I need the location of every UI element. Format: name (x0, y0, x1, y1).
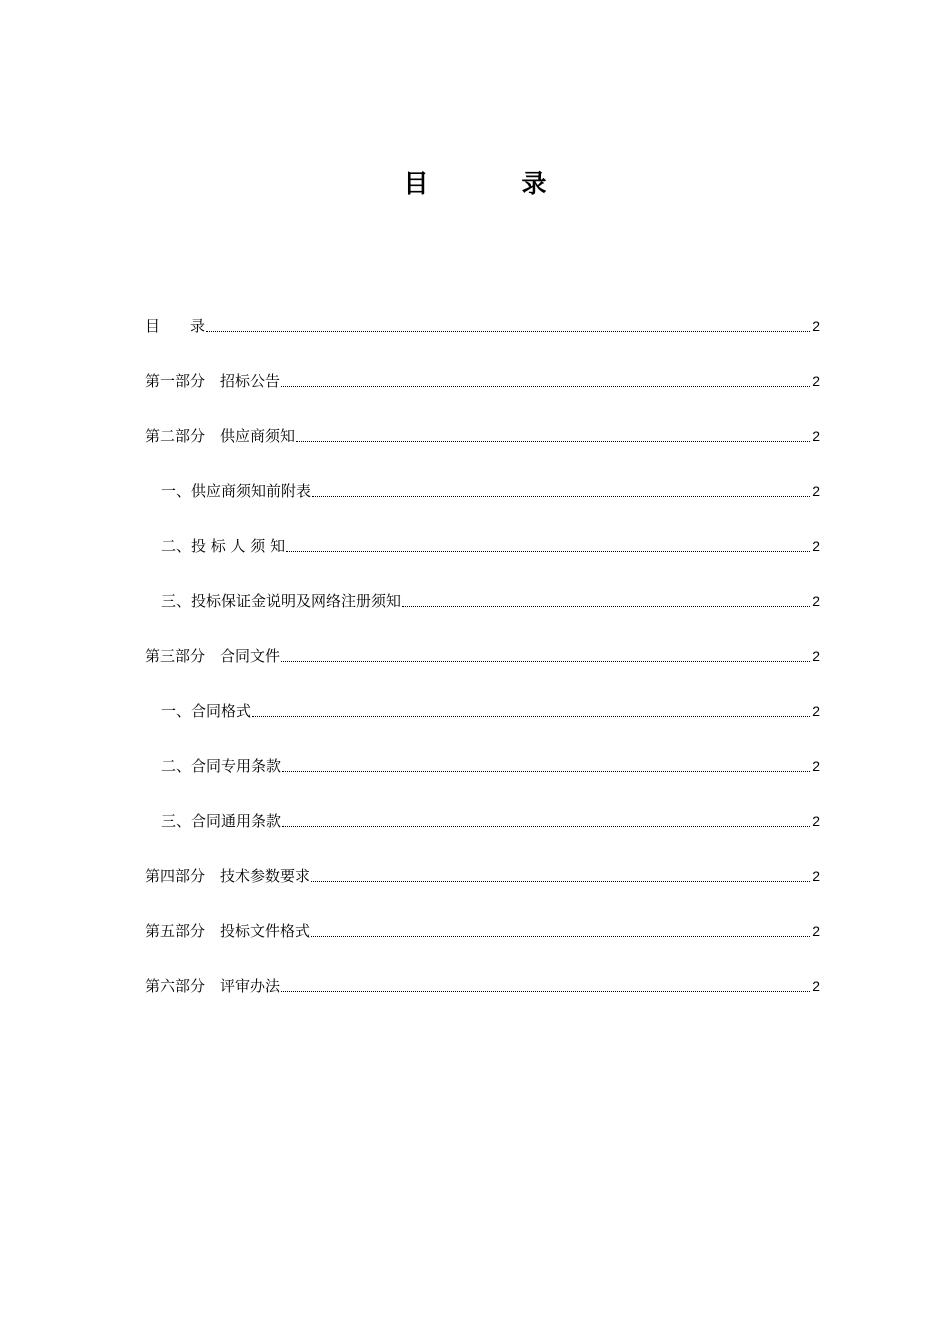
toc-dot-leader (281, 386, 810, 387)
toc-page-number: 2 (812, 318, 820, 334)
toc-entry-part-2-section-2[interactable] (145, 503, 820, 558)
toc-dot-leader (252, 716, 810, 717)
toc-page-number: 2 (812, 538, 820, 554)
toc-dot-leader (206, 331, 810, 332)
toc-entry-label: 三、投标保证金说明及网络注册须知 (161, 592, 402, 610)
toc-dot-leader (282, 771, 810, 772)
toc-page-number: 2 (812, 703, 820, 719)
toc-entry-part-1[interactable] (145, 338, 820, 393)
toc-page-number: 2 (812, 758, 820, 774)
toc-entry-part-2-section-1[interactable] (145, 448, 820, 503)
toc-page-number: 2 (812, 978, 820, 994)
toc-entry-label: 第五部分 投标文件格式 (145, 922, 311, 940)
toc-page-number: 2 (812, 428, 820, 444)
toc-entry-label: 一、合同格式 (161, 702, 252, 720)
toc-dot-leader (286, 551, 810, 552)
toc-entry-label: 第一部分 招标公告 (145, 372, 281, 390)
toc-entry-part-3-section-2[interactable] (145, 723, 820, 778)
toc-entry-label: 三、合同通用条款 (161, 812, 282, 830)
page-title: 目 录 (403, 169, 581, 198)
toc-entry-part-2-section-3[interactable] (145, 558, 820, 613)
toc-entry-label: 第六部分 评审办法 (145, 977, 281, 995)
toc-entry-label: 目 录 (145, 317, 206, 335)
toc-dot-leader (296, 441, 810, 442)
toc-dot-leader (312, 496, 810, 497)
toc-page-number: 2 (812, 923, 820, 939)
toc-entry-part-3-section-3[interactable] (145, 778, 820, 833)
toc-entry-part-2[interactable] (145, 393, 820, 448)
toc-entry-part-3[interactable] (145, 613, 820, 668)
toc-entry-part-6[interactable] (145, 943, 820, 998)
toc-page-number: 2 (812, 593, 820, 609)
toc-dot-leader (281, 991, 810, 992)
table-of-contents (145, 283, 820, 998)
toc-entry-contents[interactable] (145, 283, 820, 338)
toc-entry-part-4[interactable] (145, 833, 820, 888)
toc-dot-leader (311, 936, 810, 937)
toc-dot-leader (311, 881, 810, 882)
toc-entry-label: 二、合同专用条款 (161, 757, 282, 775)
toc-entry-label: 第四部分 技术参数要求 (145, 867, 311, 885)
toc-dot-leader (282, 826, 810, 827)
toc-entry-part-3-section-1[interactable] (145, 668, 820, 723)
toc-page-number: 2 (812, 648, 820, 664)
toc-entry-label: 二、投 标 人 须 知 (161, 537, 286, 555)
toc-page-number: 2 (812, 483, 820, 499)
toc-entry-label: 第三部分 合同文件 (145, 647, 281, 665)
toc-entry-part-5[interactable] (145, 888, 820, 943)
toc-entry-label: 一、供应商须知前附表 (161, 482, 312, 500)
toc-dot-leader (402, 606, 810, 607)
toc-entry-label: 第二部分 供应商须知 (145, 427, 296, 445)
toc-page-number: 2 (812, 868, 820, 884)
toc-page-number: 2 (812, 373, 820, 389)
toc-page-number: 2 (812, 813, 820, 829)
toc-dot-leader (281, 661, 810, 662)
